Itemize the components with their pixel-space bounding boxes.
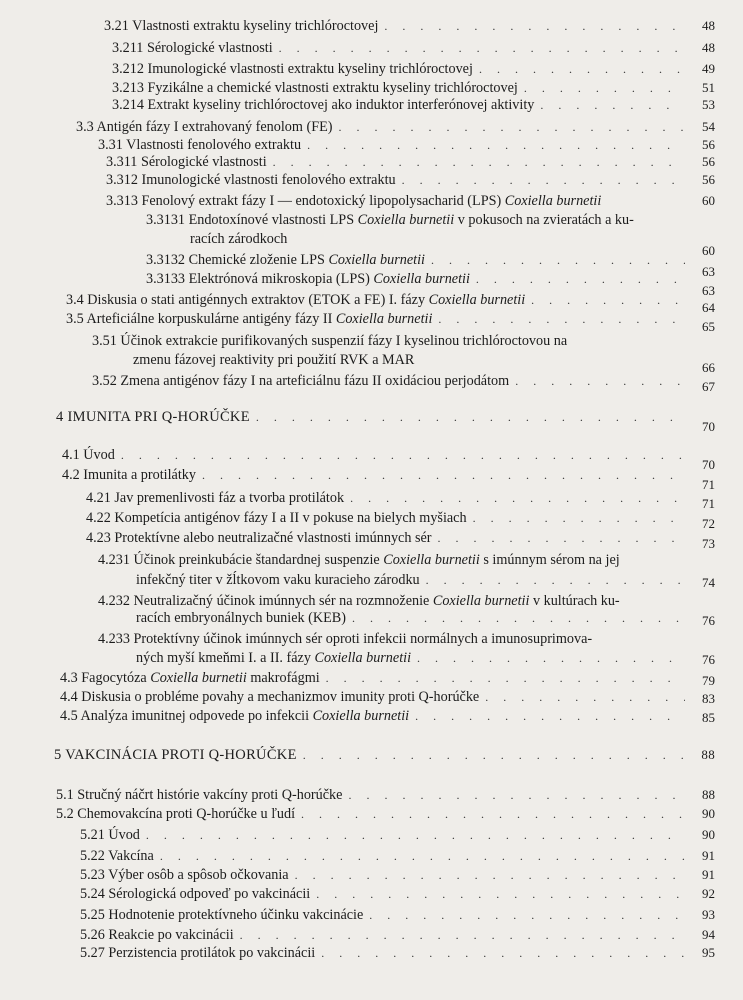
toc-entry: 4.3 Fagocytóza Coxiella burnetii makrofágmi . . . (60, 669, 715, 687)
toc-entry: 5.26 Reakcie po vakcinácii . . . 94 (80, 926, 715, 944)
chapter-heading: 4 IMUNITA PRI Q-HORÚČKE . . . (56, 408, 715, 426)
toc-entry: 3.212 Imunologické vlastnosti extraktu kyseliny trichlóroctovej . . . 49 (112, 60, 715, 78)
toc-entry: 4.23 Protektívne alebo neutralizačné vlastnosti imúnnych sér . . . (86, 529, 715, 547)
toc-entry: 5.22 Vakcína . . . 91 (80, 847, 715, 865)
toc-entry-text: 4.233 Protektívny účinok imúnnych sér oproti infekcii normálnych a imunosuprimova- (98, 631, 593, 647)
toc-entry: 3.52 Zmena antigénov fázy I na arteficiálnu fázu II oxidáciou perjodátom . . . (92, 372, 715, 390)
page-number: 70 (702, 419, 715, 434)
toc-entry: 5.24 Sérologická odpoveď po vakcinácii . . . 92 (80, 885, 715, 903)
toc-entry: 4.2 Imunita a protilátky . . . (62, 466, 715, 484)
page-number: 63 (702, 264, 715, 279)
page-number: 72 (702, 516, 715, 531)
page-number: 79 (702, 673, 715, 688)
page-number: 76 (702, 613, 715, 628)
toc-entry: ných myší kmeňmi I. a II. fázy Coxiella burnetii . . . (136, 649, 715, 667)
toc-entry: racích zárodkoch (190, 231, 288, 247)
toc-entry: 5.23 Výber osôb a spôsob očkovania . . . 91 (80, 866, 715, 884)
page-number: 83 (702, 691, 715, 706)
toc-entry: 3.311 Sérologické vlastnosti . . . 56 (106, 153, 715, 171)
page-number: 73 (702, 536, 715, 551)
page-number: 67 (702, 379, 715, 394)
toc-entry: 4.5 Analýza imunitnej odpovede po infekcii Coxiella burnetii . . . (60, 707, 715, 725)
toc-entry: 5.1 Stručný náčrt histórie vakcíny proti Q-horúčke . . . 88 (56, 786, 715, 804)
toc-entry-text: 3.51 Účinok extrakcie purifikovaných suspenzií fázy I kyselinou trichlóroctovou na (92, 333, 568, 349)
toc-entry: 4.4 Diskusia o probléme povahy a mechanizmov imunity proti Q-horúčke . . . (60, 688, 715, 706)
toc-entry: 3.214 Extrakt kyseliny trichlóroctovej ako induktor interferónovej aktivity . . . 53 (112, 96, 715, 114)
toc-entry: 3.31 Vlastnosti fenolového extraktu . . . 56 (98, 136, 715, 154)
toc-entry: 3.3132 Chemické zloženie LPS Coxiella burnetii . . . (146, 251, 715, 269)
toc-entry: 3.3 Antigén fázy I extrahovaný fenolom (FE) . . . 54 (76, 118, 715, 136)
toc-entry: 3.211 Sérologické vlastnosti . . . 48 (112, 39, 715, 57)
page-number: 63 (702, 283, 715, 298)
toc-entry: 5.2 Chemovakcína proti Q-horúčke u ľudí . . . 90 (56, 805, 715, 823)
page-number: 71 (702, 496, 715, 511)
toc-entry: 4.22 Kompetícia antigénov fázy I a II v pokuse na bielych myšiach . . . (86, 509, 715, 527)
toc-entry: 3.213 Fyzikálne a chemické vlastnosti extraktu kyseliny trichlóroctovej . . . 51 (112, 79, 715, 97)
toc-entry-text: 3.3131 Endotoxínové vlastnosti LPS Coxiella burnetii v pokusoch na zvieratách a ku- (146, 212, 634, 228)
toc-entry: 5.27 Perzistencia protilátok po vakcinácii . . . 95 (80, 944, 715, 962)
page-number: 71 (702, 477, 715, 492)
page-number: 64 (702, 300, 715, 315)
toc-entry: 3.5 Arteficiálne korpuskulárne antigény fázy II Coxiella burnetii . . . (66, 310, 715, 328)
page-number: 65 (702, 319, 715, 334)
toc-entry: 3.21 Vlastnosti extraktu kyseliny trichlóroctovej . . . 48 (104, 17, 715, 35)
page-number: 60 (702, 243, 715, 258)
toc-entry: racích embryonálnych buniek (KEB) . . . (136, 609, 715, 627)
toc-entry-text: 4.232 Neutralizačný účinok imúnnych sér na rozmnoženie Coxiella burnetii v kultúrach ku- (98, 593, 620, 609)
toc-entry: 3.3133 Elektrónová mikroskopia (LPS) Coxiella burnetii . . . (146, 270, 715, 288)
toc-entry: 3.313 Fenolový extrakt fázy I — endotoxický lipopolysacharid (LPS) Coxiella burnetii 60 (106, 193, 715, 209)
page-number: 66 (702, 360, 715, 375)
toc-entry: 5.21 Úvod . . . 90 (80, 826, 715, 844)
page-number: 76 (702, 652, 715, 667)
toc-entry: 3.312 Imunologické vlastnosti fenolového extraktu . . . 56 (106, 171, 715, 189)
toc-entry: infekčný titer v žĺtkovom vaku kuracieho zárodku . . . (136, 571, 715, 589)
toc-entry: 5.25 Hodnotenie protektívneho účinku vakcinácie . . . 93 (80, 906, 715, 924)
toc-entry: 4.21 Jav premenlivosti fáz a tvorba protilátok . . . (86, 489, 715, 507)
toc-entry-text: 4.231 Účinok preinkubácie štandardnej suspenzie Coxiella burnetii s imúnnym sérom na jej (98, 552, 620, 568)
chapter-heading: 5 VAKCINÁCIA PROTI Q-HORÚČKE . . . 88 (54, 746, 715, 764)
toc-entry: 3.4 Diskusia o stati antigénnych extraktov (ETOK a FE) I. fázy Coxiella burnetii . . . (66, 291, 715, 309)
toc-entry: zmenu fázovej reaktivity pri použití RVK a MAR (133, 352, 415, 368)
toc-entry: 4.1 Úvod . . . (62, 446, 715, 464)
page-number: 85 (702, 710, 715, 725)
page-number: 74 (702, 575, 715, 590)
page-number: 70 (702, 457, 715, 472)
